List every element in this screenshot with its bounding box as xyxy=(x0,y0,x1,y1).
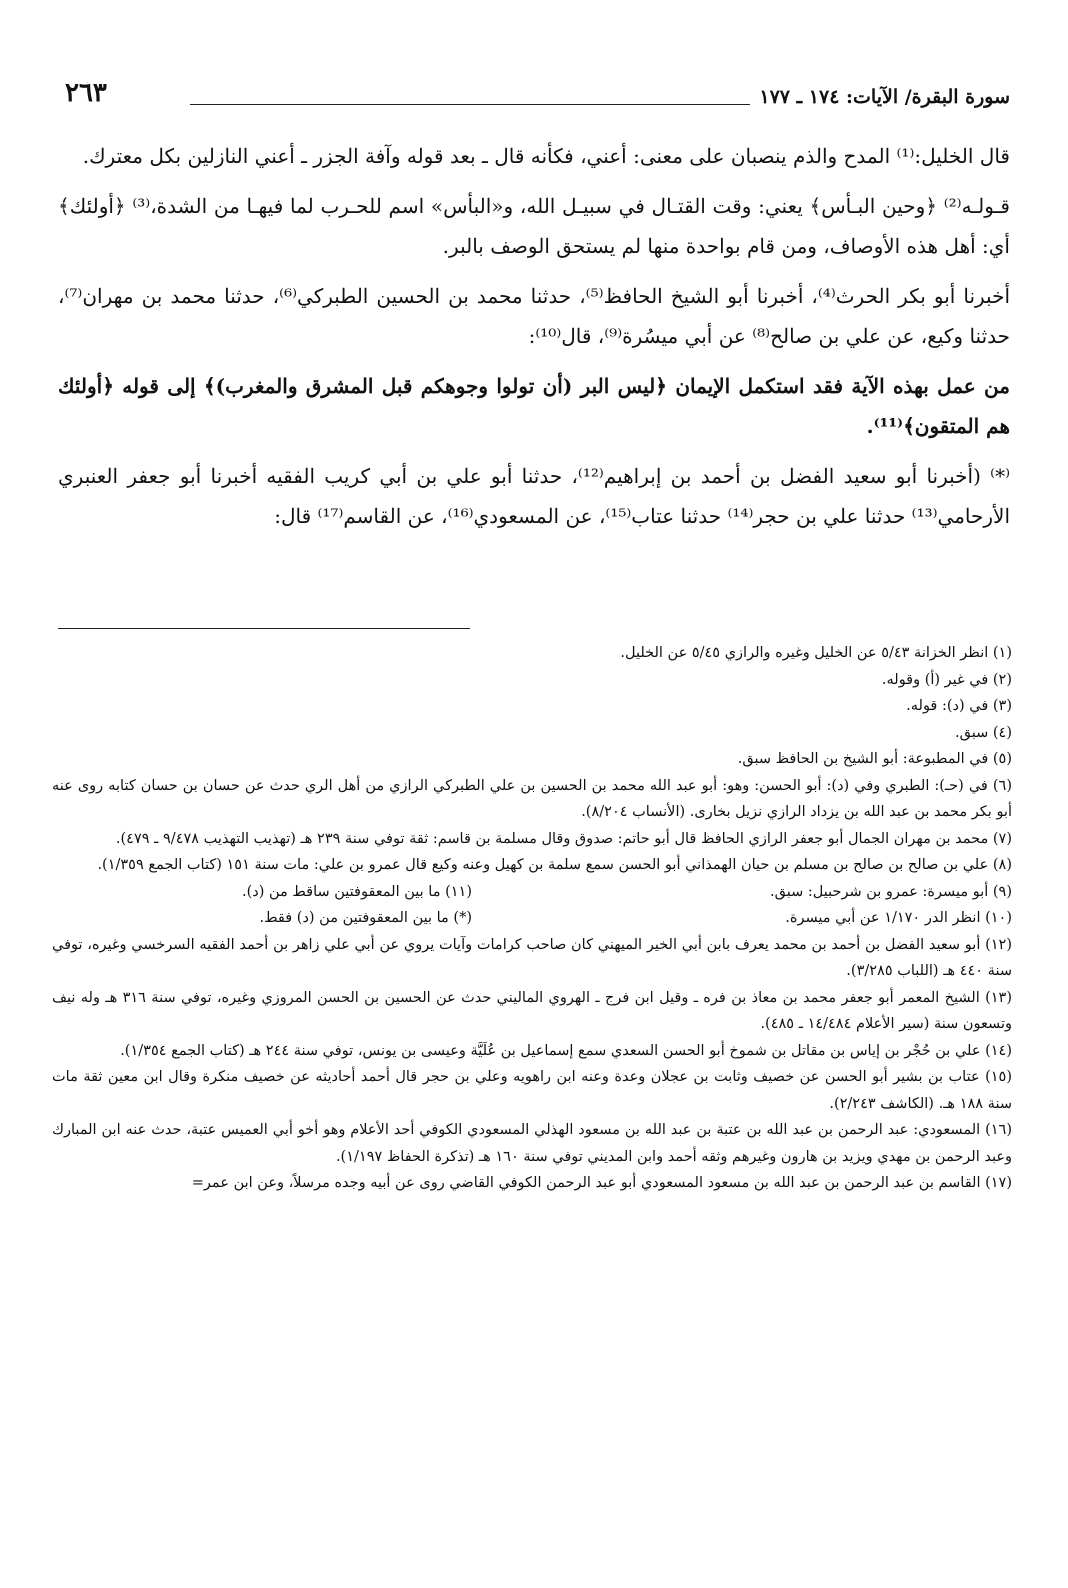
paragraph-isnad-2: ⁽*⁾ (أخبرنا أبو سعيد الفضل بن أحمد بن إبراهيم⁽¹²⁾، حدثنا أبو علي بن أبي كريب الفقيه أخبرنا أبو جعفر العنبري الأرحامي⁽¹³⁾ حدثنا علي بن حجر⁽¹⁴⁾ حدثنا عتاب⁽¹⁵⁾، عن المسعودي⁽¹⁶⁾، عن القاسم⁽¹⁷⁾ قال: xyxy=(58,464,1010,528)
footnote-12: (١٢) أبو سعيد الفضل بن أحمد بن محمد يعرف بابن أبي الخير الميهني كان صاحب كرامات وآيات يروي عن أبي علي زاهر بن أحمد الفقيه السرخسي وغيره، توفي سنة ٤٤٠ هـ (اللباب ٣/٢٨٥). xyxy=(52,936,1012,979)
footnote-8: (٨) علي بن صالح بن صالح بن مسلم بن حيان الهمذاني أبو الحسن سمع سلمة بن كهيل وعنه وكيع قال عمرو بن علي: مات سنة ١٥١ (كتاب الجمع ١/٣٥٩). xyxy=(97,857,1012,873)
footnote-6: (٦) في (حـ): الطبري وفي (د): أبو الحسن: وهو: أبو عبد الله محمد بن الحسين بن علي الطبركي الرازي من أهل الري حدث عن حسان بن حسان كتابه روى عنه أبو بكر محمد بن عبد الله بن يزداد الرازي نزيل بخارى. (الأنساب ٨/٢٠٤). xyxy=(52,777,1012,820)
footnote-16: (١٦) المسعودي: عبد الرحمن بن عبد الله بن عتبة بن عبد الله بن مسعود الهذلي المسعودي الكوفي أحد الأعلام وهو أخو أبي العميس عتبة، حدث عنه ابن المبارك وعبد الرحمن بن مهدي ويزيد بن هارون وغيرهم وثقه أحمد وابن المديني توفي سنة ١٦٠ هـ (تذكرة الحفاظ ١/١٩٧). xyxy=(52,1122,1012,1165)
page-header xyxy=(65,80,1010,120)
footnote-5: (٥) في المطبوعة: أبو الشيخ بن الحافظ سبق. xyxy=(737,751,1012,767)
paragraph-bas: قـولـه⁽²⁾ ﴿وحين البـأس﴾ يعني: وقت القتـال في سبيـل الله، و«البأس» اسم للحـرب لما فيهـا من الشدة،⁽³⁾ ﴿أولئك﴾ أي: أهل هذه الأوصاف، ومن قام بواحدة منها لم يستحق الوصف بالبر. xyxy=(58,194,1010,258)
footnote-row-9-11 xyxy=(52,879,1012,906)
footnote-star: (*) ما بين المعقوفتين من (د) فقط. xyxy=(259,910,472,926)
footnote-1: (١) انظر الخزانة ٥/٤٣ عن الخليل وغيره والرازي ٥/٤٥ عن الخليل. xyxy=(620,645,1012,661)
footnote-11: (١١) ما بين المعقوفتين ساقط من (د). xyxy=(241,883,472,900)
footnote-separator xyxy=(58,628,470,629)
footnote-row-10-star xyxy=(52,905,1012,932)
header-rule xyxy=(190,104,750,105)
paragraph-ayah: من عمل بهذه الآية فقد استكمل الإيمان ﴿ليس البر (أن تولوا وجوهكم قبل المشرق والمغرب)﴾ إلى قوله ﴿أولئك هم المتقون﴾⁽¹¹⁾. xyxy=(58,374,1010,438)
footnote-7: (٧) محمد بن مهران الجمال أبو جعفر الرازي الحافظ قال أبو حاتم: صدوق وقال مسلمة بن قاسم: ثقة توفي سنة ٢٣٩ هـ (تهذيب التهذيب ٩/٤٧٨ ـ ٤٧٩). xyxy=(115,830,1012,847)
footnote-14: (١٤) علي بن حُجْر بن إياس بن مقاتل بن شموخ أبو الحسن السعدي سمع إسماعيل بن عُلَيَّة وعيسى بن يونس، توفي سنة ٢٤٤ هـ (كتاب الجمع ١/٣٥٤). xyxy=(120,1042,1012,1059)
footnote-9: (٩) أبو ميسرة: عمرو بن شرحبيل: سبق. xyxy=(770,883,1012,900)
page-number: ٢٦٣ xyxy=(65,78,107,108)
footnote-13: (١٣) الشيخ المعمر أبو جعفر محمد بن معاذ بن فره ـ وقيل ابن فرج ـ الهروي الماليني حدث عن الحسين بن الحسن المروزي وغيره، توفي سنة ٣١٦ هـ وله نيف وتسعون سنة (سير الأعلام ١٤/٤٨٤ ـ ٤٨٥). xyxy=(52,989,1013,1032)
footnote-2: (٢) في غير (أ) وقوله. xyxy=(881,671,1012,688)
paragraph-isnad: أخبرنا أبو بكر الحرث⁽⁴⁾، أخبرنا أبو الشيخ الحافظ⁽⁵⁾، حدثنا محمد بن الحسين الطبركي⁽⁶⁾، حدثنا محمد بن مهران⁽⁷⁾، حدثنا وكيع، عن علي بن صالح⁽⁸⁾ عن أبي ميسُرة⁽⁹⁾، قال⁽¹⁰⁾: xyxy=(58,284,1011,348)
running-title: سورة البقرة/ الآيات: ١٧٤ ـ ١٧٧ xyxy=(759,86,1010,108)
footnotes xyxy=(52,640,1012,1197)
footnote-15: (١٥) عتاب بن بشير أبو الحسن عن خصيف وثابت بن عجلان وعدة وعنه ابن راهويه وعلي بن حجر قال أحمد أحاديثه عن خصيف منكرة وقال ابن معين ثقة مات سنة ١٨٨ هـ. (الكاشف ٢/٢٤٣). xyxy=(52,1069,1012,1112)
main-text xyxy=(58,136,1010,546)
footnote-3: (٣) في (د): قوله. xyxy=(906,698,1012,714)
footnote-17: (١٧) القاسم بن عبد الرحمن بن عبد الله بن مسعود المسعودي أبو عبد الرحمن الكوفي القاضي روى عن أبيه وجده مرسلاً، وعن ابن عمر= xyxy=(191,1175,1012,1191)
footnote-10: (١٠) انظر الدر ١/١٧٠ عن أبي ميسرة. xyxy=(785,910,1012,926)
paragraph-khalil: قال الخليل:⁽¹⁾ المدح والذم ينصبان على معنى: أعني، فكأنه قال ـ بعد قوله وآفة الجزر ـ أعني النازلين بكل معترك. xyxy=(82,144,1010,168)
footnote-4: (٤) سبق. xyxy=(955,724,1012,741)
